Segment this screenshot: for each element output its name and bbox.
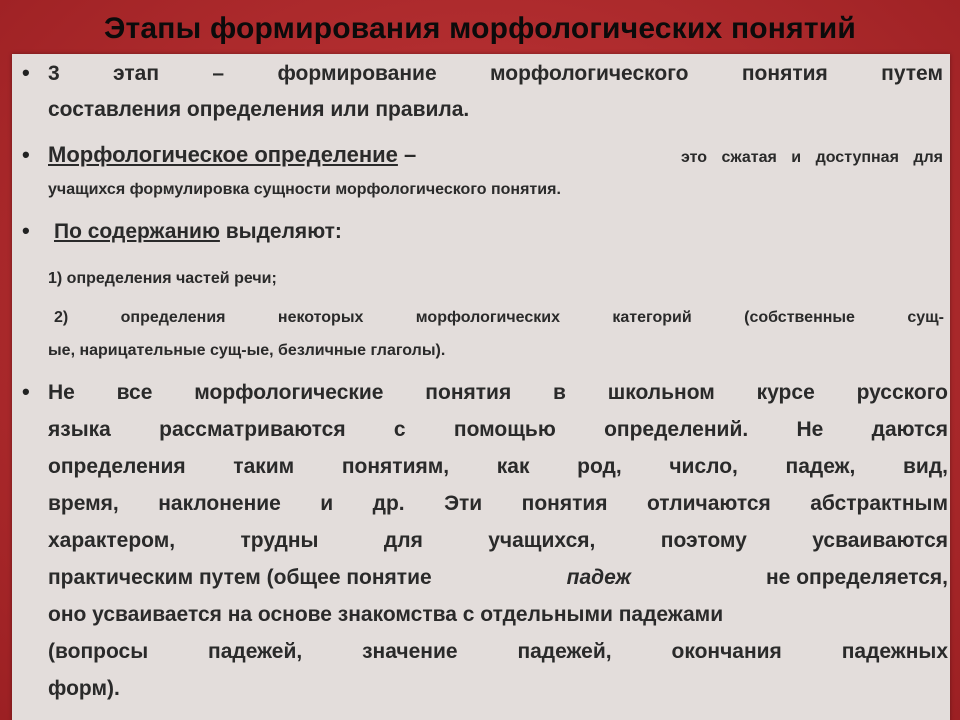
p4-line9: форм). xyxy=(48,677,120,700)
p3-heading xyxy=(54,220,342,244)
p2-term: Морфологическое определение xyxy=(48,142,398,167)
p2-line2: учащихся формулировка сущности морфологического понятия. xyxy=(48,181,561,198)
p1-line1: 3 этап – формирование морфологического понятия путем xyxy=(48,62,943,85)
p4-line2: языка рассматриваются с помощью определений. Не даются xyxy=(48,418,948,441)
p4-line1: Не все морфологические понятия в школьном курсе русского xyxy=(48,381,948,404)
p4-line6-c: не определяется, xyxy=(766,566,948,589)
p4-line6-italic: падеж xyxy=(566,566,632,589)
p4-line6 xyxy=(48,566,948,590)
p4-line5: характером, трудны для учащихся, поэтому усваиваются xyxy=(48,529,948,552)
p2-first-part xyxy=(48,142,416,168)
bullet-marker: • xyxy=(22,218,30,243)
bullet-marker: • xyxy=(22,379,30,404)
slide-title: Этапы формирования морфологических понятий xyxy=(103,12,857,45)
p3-heading-rest: выделяют: xyxy=(219,220,342,243)
p4-line3: определения таким понятиям, как род, число, падеж, вид, xyxy=(48,455,948,478)
p3-heading-underlined: По содержанию xyxy=(54,220,220,243)
p4-line7: оно усваивается на основе знакомства с отдельными падежами xyxy=(48,603,724,626)
p4-line8: (вопросы падежей, значение падежей, окончания падежных xyxy=(48,640,948,663)
p2-rest: это сжатая и доступная для xyxy=(680,149,943,166)
p1-line2: составления определения или правила. xyxy=(48,98,470,121)
p3-item1: 1) определения частей речи; xyxy=(48,270,277,287)
p2-line1 xyxy=(48,142,943,168)
content-panel xyxy=(12,54,950,720)
p3-item2-line1: 2) определения некоторых морфологических категорий (собственные сущ- xyxy=(54,309,944,326)
p3-item2-line2: ые, нарицательные сущ-ые, безличные глаголы). xyxy=(48,342,446,359)
bullet-marker: • xyxy=(22,60,30,85)
p2-dash: – xyxy=(397,142,417,167)
bullet-marker: • xyxy=(22,142,30,167)
p4-line6-a: практическим путем (общее понятие xyxy=(48,566,432,589)
p4-line4: время, наклонение и др. Эти понятия отличаются абстрактным xyxy=(48,492,948,515)
